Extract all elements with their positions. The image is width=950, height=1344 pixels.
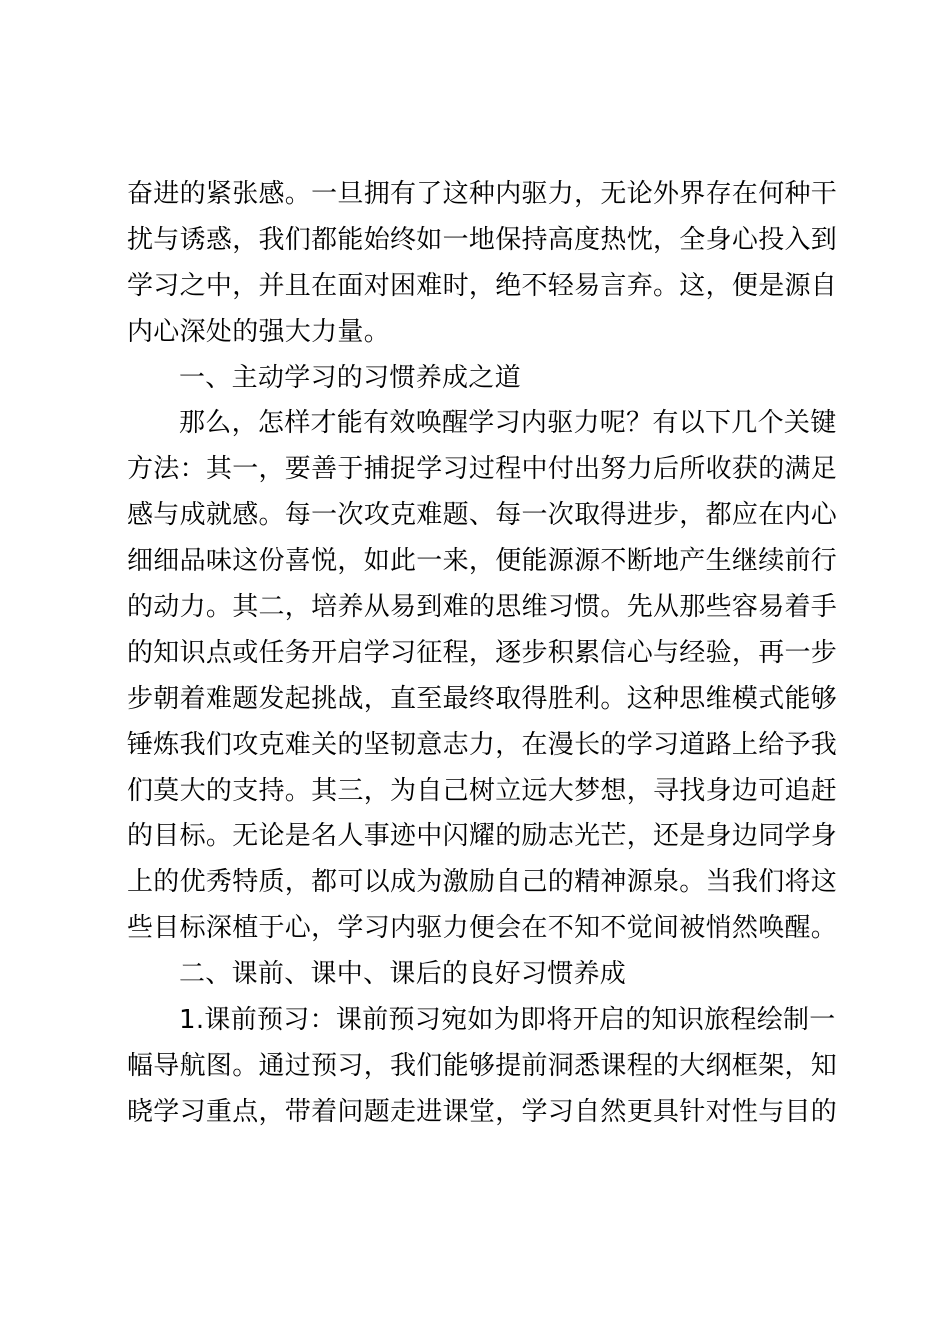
text-line: 们莫大的支持。其三，为自己树立远大梦想，寻找身边可追赶 [127, 775, 838, 806]
text-line: 步朝着难题发起挑战，直至最终取得胜利。这种思维模式能够 [127, 683, 838, 714]
text-line: 感与成就感。每一次攻克难题、每一次取得进步，都应在内心 [127, 500, 838, 531]
text-line: 内心深处的强大力量。 [127, 316, 391, 347]
document-body [127, 172, 838, 1136]
text-line: 扰与诱惑，我们都能始终如一地保持高度热忱，全身心投入到 [127, 224, 838, 255]
text-line: 上的优秀特质，都可以成为激励自己的精神源泉。当我们将这 [127, 867, 838, 898]
section-heading-1: 一、主动学习的习惯养成之道 [179, 362, 521, 393]
text-line: 细细品味这份喜悦，如此一来，便能源源不断地产生继续前行 [127, 546, 838, 577]
text-line: 的目标。无论是名人事迹中闪耀的励志光芒，还是身边同学身 [127, 821, 838, 852]
text-line: 学习之中，并且在面对困难时，绝不轻易言弃。这，便是源自 [127, 270, 838, 301]
text-line: 锤炼我们攻克难关的坚韧意志力，在漫长的学习道路上给予我 [127, 729, 838, 760]
text-line: 那么，怎样才能有效唤醒学习内驱力呢？有以下几个关键 [179, 408, 837, 439]
text-line: 些目标深植于心，学习内驱力便会在不知不觉间被悄然唤醒。 [127, 913, 838, 944]
text-line: 奋进的紧张感。一旦拥有了这种内驱力，无论外界存在何种干 [127, 179, 838, 209]
text-line: 1.课前预习：课前预习宛如为即将开启的知识旅程绘制一 [179, 1005, 836, 1036]
section-heading-2: 二、课前、课中、课后的良好习惯养成 [179, 959, 627, 990]
text-line: 的动力。其二，培养从易到难的思维习惯。先从那些容易着手 [127, 592, 838, 623]
text-line: 幅导航图。通过预习，我们能够提前洞悉课程的大纲框架，知 [127, 1050, 838, 1081]
text-line: 晓学习重点，带着问题走进课堂，学习自然更具针对性与目的 [127, 1096, 838, 1127]
text-line: 方法：其一，要善于捕捉学习过程中付出努力后所收获的满足 [127, 454, 838, 485]
text-line: 的知识点或任务开启学习征程，逐步积累信心与经验，再一步 [127, 637, 838, 668]
